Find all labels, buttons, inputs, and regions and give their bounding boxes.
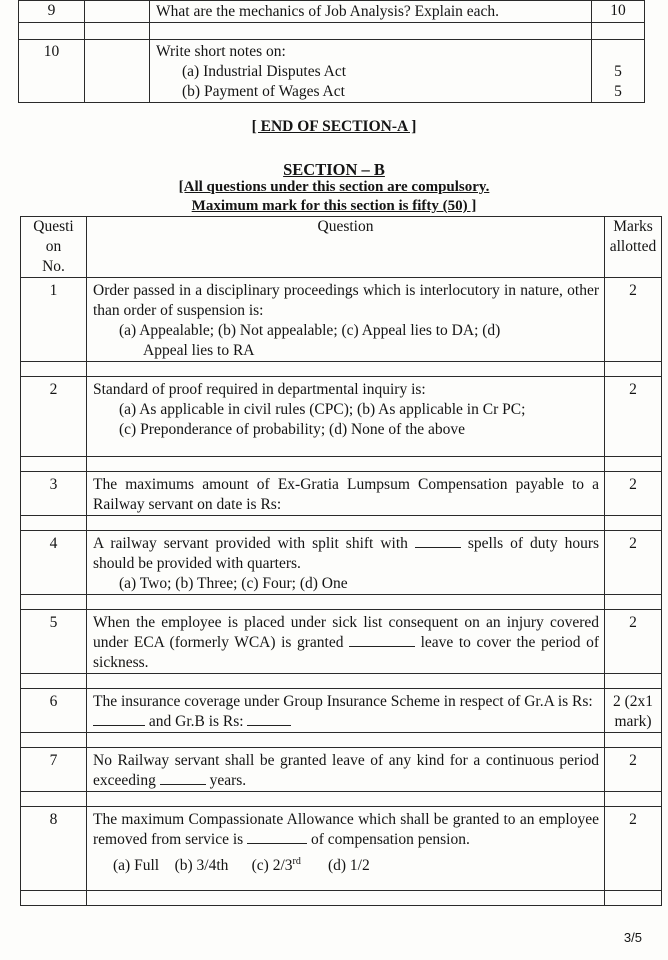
header-question-no: Questi on No. bbox=[21, 217, 87, 278]
table-row bbox=[21, 516, 662, 531]
page-number: 3/5 bbox=[623, 930, 642, 945]
table-row bbox=[21, 595, 662, 610]
table-row bbox=[21, 531, 662, 595]
question-number: 1 bbox=[21, 278, 87, 362]
question-text: The insurance coverage under Group Insurance Scheme in respect of Gr.A is Rs: and Gr.B is Rs: bbox=[87, 689, 605, 733]
header-marks: Marks allotted bbox=[605, 217, 662, 278]
section-b-note: [All questions under this section are compulsory. bbox=[178, 179, 490, 195]
options: Appeal lies to RA bbox=[143, 342, 255, 359]
answer-blank bbox=[247, 842, 307, 844]
answer-blank bbox=[247, 724, 291, 726]
marks: 2 bbox=[605, 610, 662, 674]
question-text: What are the mechanics of Job Analysis? Explain each. bbox=[150, 1, 592, 23]
marks: 2 bbox=[605, 472, 662, 516]
table-row bbox=[21, 792, 662, 807]
marks: 2 bbox=[605, 531, 662, 595]
question-number: 9 bbox=[19, 1, 85, 23]
question-number: 5 bbox=[21, 610, 87, 674]
marks: 2 (2x1 mark) bbox=[605, 689, 662, 733]
section-a-table bbox=[18, 0, 645, 103]
table-row bbox=[21, 891, 662, 906]
table-row bbox=[19, 40, 645, 103]
options: (a) As applicable in civil rules (CPC); (b) As applicable in Cr PC; bbox=[119, 401, 526, 418]
table-header bbox=[21, 217, 662, 278]
options: (a) Full (b) 3/4th (c) 2/3rd (d) 1/2 bbox=[113, 856, 370, 875]
table-row bbox=[21, 362, 662, 377]
table-row bbox=[21, 674, 662, 689]
question-text: Standard of proof required in departmental inquiry is: (a) As applicable in civil rules (CPC); (b) As applicable in Cr PC; (c) Preponderance of probability; (d) None of the above bbox=[87, 377, 605, 457]
table-row bbox=[21, 377, 662, 457]
table-row bbox=[21, 807, 662, 891]
question-text: No Railway servant shall be granted leave of any kind for a continuous period exceeding years. bbox=[87, 748, 605, 792]
table-row bbox=[21, 278, 662, 362]
question-text: The maximums amount of Ex-Gratia Lumpsum Compensation payable to a Railway servant on date is Rs: bbox=[87, 472, 605, 516]
marks: 2 bbox=[605, 748, 662, 792]
table-row bbox=[21, 733, 662, 748]
answer-blank bbox=[349, 645, 415, 647]
answer-blank bbox=[415, 546, 461, 548]
marks: 2 bbox=[605, 377, 662, 457]
marks: 10 bbox=[592, 1, 645, 23]
question-number: 2 bbox=[21, 377, 87, 457]
section-b-title: SECTION – B bbox=[283, 160, 385, 179]
question-text: A railway servant provided with split shift with spells of duty hours should be provided with quarters. (a) Two; (b) Three; (c) Four; (d) One bbox=[87, 531, 605, 595]
question-number: 10 bbox=[19, 40, 85, 103]
end-of-section-a: [ END OF SECTION-A ] bbox=[251, 118, 417, 135]
question-text: Write short notes on: (a) Industrial Disputes Act (b) Payment of Wages Act bbox=[150, 40, 592, 103]
question-text: Order passed in a disciplinary proceedings which is interlocutory in nature, other than order of suspension is: (a) Appealable; (b) Not appealable; (c) Appeal lies to DA; (d) Appeal lies to RA bbox=[87, 278, 605, 362]
question-number: 6 bbox=[21, 689, 87, 733]
question-number: 8 bbox=[21, 807, 87, 891]
question-text: When the employee is placed under sick list consequent on an injury covered under ECA (formerly WCA) is granted leave to cover the period of sickness. bbox=[87, 610, 605, 674]
table-row bbox=[21, 457, 662, 472]
table-row bbox=[21, 748, 662, 792]
options: (c) Preponderance of probability; (d) None of the above bbox=[119, 421, 466, 438]
list-item: (a) Industrial Disputes Act bbox=[182, 63, 347, 80]
question-text: The maximum Compassionate Allowance which shall be granted to an employee removed from service is of compensation pension. (a) Full (b) 3/4th (c) 2/3rd (d) 1/2 bbox=[87, 807, 605, 891]
marks: 2 bbox=[605, 278, 662, 362]
table-row bbox=[19, 1, 645, 23]
list-item: (b) Payment of Wages Act bbox=[182, 83, 345, 100]
table-row bbox=[19, 23, 645, 40]
question-number: 4 bbox=[21, 531, 87, 595]
question-number: 3 bbox=[21, 472, 87, 516]
answer-blank bbox=[93, 724, 145, 726]
table-row bbox=[21, 689, 662, 733]
table-row bbox=[21, 610, 662, 674]
table-row bbox=[21, 472, 662, 516]
marks: 2 bbox=[605, 807, 662, 891]
header-question: Question bbox=[87, 217, 605, 278]
options: (a) Appealable; (b) Not appealable; (c) Appeal lies to DA; (d) bbox=[119, 322, 501, 339]
section-b-table bbox=[20, 216, 662, 906]
answer-blank bbox=[160, 783, 206, 785]
question-number: 7 bbox=[21, 748, 87, 792]
options: (a) Two; (b) Three; (c) Four; (d) One bbox=[119, 575, 348, 592]
section-b-note: Maximum mark for this section is fifty (50) ] bbox=[191, 198, 477, 214]
marks: 5 5 bbox=[592, 40, 645, 103]
